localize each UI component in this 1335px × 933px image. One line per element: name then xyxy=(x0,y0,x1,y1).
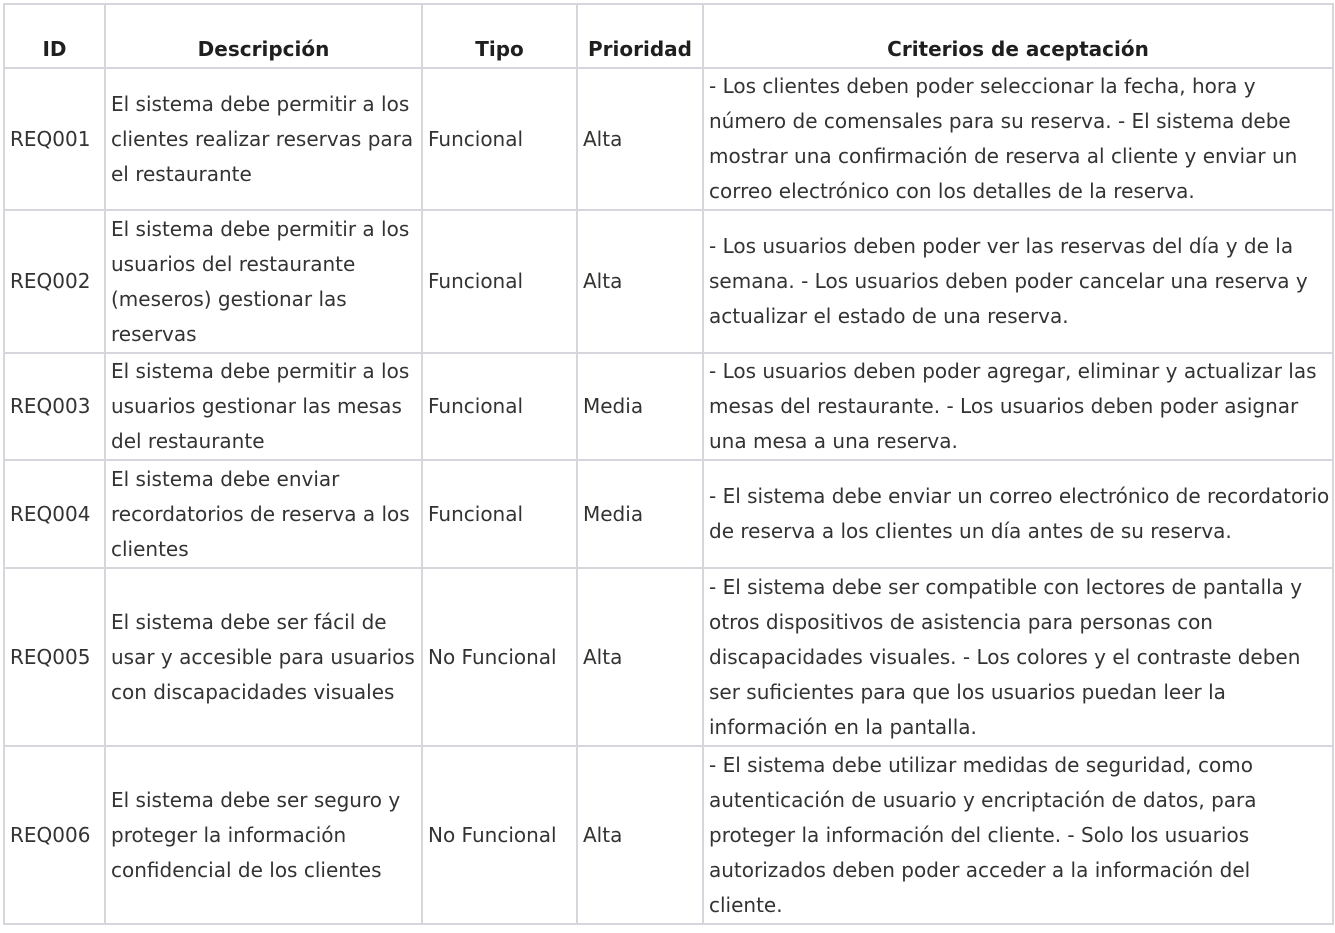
cell-id: REQ003 xyxy=(4,353,105,460)
cell-criterios: - Los usuarios deben poder agregar, eliminar y actualizar las mesas del restaurante. - Los usuarios deben poder asignar una mesa a una reserva. xyxy=(703,353,1333,460)
cell-criterios: - El sistema debe ser compatible con lectores de pantalla y otros dispositivos de asistencia para personas con discapacidades visuales. - Los colores y el contraste deben ser suficientes para que los usuarios puedan leer la información en la pantalla. xyxy=(703,568,1333,746)
table-row xyxy=(4,68,1333,210)
header-row xyxy=(4,4,1333,68)
cell-prioridad: Alta xyxy=(577,746,703,924)
cell-tipo: Funcional xyxy=(422,353,577,460)
cell-descripcion: El sistema debe ser fácil de usar y accesible para usuarios con discapacidades visuales xyxy=(105,568,422,746)
cell-descripcion: El sistema debe permitir a los usuarios gestionar las mesas del restaurante xyxy=(105,353,422,460)
cell-tipo: Funcional xyxy=(422,68,577,210)
cell-descripcion: El sistema debe permitir a los clientes realizar reservas para el restaurante xyxy=(105,68,422,210)
cell-tipo: No Funcional xyxy=(422,746,577,924)
cell-id: REQ002 xyxy=(4,210,105,353)
cell-tipo: Funcional xyxy=(422,210,577,353)
header-tipo: Tipo xyxy=(422,4,577,68)
table-row xyxy=(4,460,1333,568)
cell-prioridad: Alta xyxy=(577,568,703,746)
cell-tipo: Funcional xyxy=(422,460,577,568)
cell-id: REQ005 xyxy=(4,568,105,746)
requirements-table xyxy=(3,3,1334,925)
cell-prioridad: Media xyxy=(577,353,703,460)
table-row xyxy=(4,210,1333,353)
requirements-table-container xyxy=(3,3,1334,925)
header-id: ID xyxy=(4,4,105,68)
header-prioridad: Prioridad xyxy=(577,4,703,68)
cell-descripcion: El sistema debe permitir a los usuarios del restaurante (meseros) gestionar las reservas xyxy=(105,210,422,353)
cell-id: REQ006 xyxy=(4,746,105,924)
table-row xyxy=(4,353,1333,460)
cell-descripcion: El sistema debe enviar recordatorios de reserva a los clientes xyxy=(105,460,422,568)
header-criterios: Criterios de aceptación xyxy=(703,4,1333,68)
cell-id: REQ004 xyxy=(4,460,105,568)
table-row xyxy=(4,568,1333,746)
cell-criterios: - Los usuarios deben poder ver las reservas del día y de la semana. - Los usuarios deben poder cancelar una reserva y actualizar el estado de una reserva. xyxy=(703,210,1333,353)
cell-tipo: No Funcional xyxy=(422,568,577,746)
cell-criterios: - El sistema debe utilizar medidas de seguridad, como autenticación de usuario y encriptación de datos, para proteger la información del cliente. - Solo los usuarios autorizados deben poder acceder a la información del cliente. xyxy=(703,746,1333,924)
cell-descripcion: El sistema debe ser seguro y proteger la información confidencial de los clientes xyxy=(105,746,422,924)
cell-criterios: - El sistema debe enviar un correo electrónico de recordatorio de reserva a los clientes un día antes de su reserva. xyxy=(703,460,1333,568)
cell-prioridad: Alta xyxy=(577,210,703,353)
cell-prioridad: Media xyxy=(577,460,703,568)
cell-id: REQ001 xyxy=(4,68,105,210)
header-descripcion: Descripción xyxy=(105,4,422,68)
cell-prioridad: Alta xyxy=(577,68,703,210)
cell-criterios: - Los clientes deben poder seleccionar la fecha, hora y número de comensales para su reserva. - El sistema debe mostrar una confirmación de reserva al cliente y enviar un correo electrónico con los detalles de la reserva. xyxy=(703,68,1333,210)
table-row xyxy=(4,746,1333,924)
